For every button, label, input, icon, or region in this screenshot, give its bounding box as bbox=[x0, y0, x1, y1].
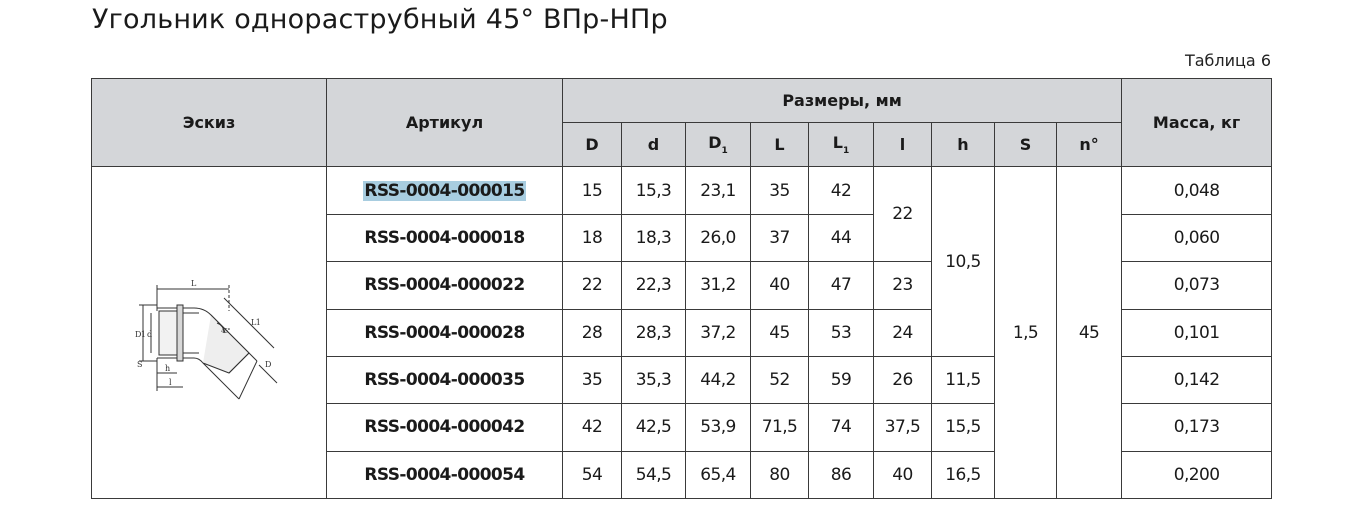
cell-D: 18 bbox=[563, 214, 622, 261]
article-cell[interactable] bbox=[327, 167, 563, 214]
cell-L: 37 bbox=[751, 214, 809, 261]
header-col-D1: $D_1$ bbox=[686, 122, 751, 167]
svg-text:S: S bbox=[137, 359, 142, 369]
cell-L1: 42 bbox=[809, 167, 874, 214]
article-cell[interactable]: RSS-0004-000054 bbox=[327, 451, 563, 498]
cell-mass: 0,048 bbox=[1122, 167, 1272, 214]
article-cell[interactable]: RSS-0004-000028 bbox=[327, 309, 563, 356]
cell-S-merged: 1,5 bbox=[995, 167, 1057, 499]
header-article: Артикул bbox=[327, 79, 563, 167]
cell-mass: 0,173 bbox=[1122, 404, 1272, 451]
cell-l-merged: 22 bbox=[874, 167, 932, 262]
article-highlighted[interactable]: RSS-0004-000015 bbox=[364, 180, 525, 201]
cell-D1: 23,1 bbox=[686, 167, 751, 214]
cell-D: 28 bbox=[563, 309, 622, 356]
cell-d: 15,3 bbox=[622, 167, 686, 214]
cell-l: 37,5 bbox=[874, 404, 932, 451]
cell-D: 15 bbox=[563, 167, 622, 214]
cell-D: 35 bbox=[563, 356, 622, 403]
cell-d: 22,3 bbox=[622, 262, 686, 309]
header-dimensions: Размеры, мм bbox=[563, 79, 1122, 123]
cell-d: 18,3 bbox=[622, 214, 686, 261]
cell-L: 45 bbox=[751, 309, 809, 356]
header-col-S: S bbox=[995, 122, 1057, 167]
cell-d: 35,3 bbox=[622, 356, 686, 403]
cell-D1: 53,9 bbox=[686, 404, 751, 451]
header-col-n: n° bbox=[1057, 122, 1122, 167]
article-cell[interactable]: RSS-0004-000022 bbox=[327, 262, 563, 309]
cell-h-merged: 10,5 bbox=[932, 167, 995, 356]
svg-text:L: L bbox=[191, 278, 196, 288]
svg-text:D: D bbox=[265, 359, 271, 369]
cell-L1: 44 bbox=[809, 214, 874, 261]
cell-L: 71,5 bbox=[751, 404, 809, 451]
spec-table bbox=[91, 78, 1272, 499]
cell-D1: 31,2 bbox=[686, 262, 751, 309]
article-cell[interactable]: RSS-0004-000042 bbox=[327, 404, 563, 451]
header-mass: Масса, кг bbox=[1122, 79, 1272, 167]
table-caption: Таблица 6 bbox=[1184, 51, 1271, 70]
cell-D1: 44,2 bbox=[686, 356, 751, 403]
cell-L1: 74 bbox=[809, 404, 874, 451]
cell-l: 23 bbox=[874, 262, 932, 309]
article-cell[interactable]: RSS-0004-000035 bbox=[327, 356, 563, 403]
cell-D: 54 bbox=[563, 451, 622, 498]
cell-L1: 47 bbox=[809, 262, 874, 309]
svg-text:D1: D1 bbox=[135, 329, 146, 339]
svg-text:d: d bbox=[147, 329, 152, 339]
cell-L: 40 bbox=[751, 262, 809, 309]
cell-mass: 0,073 bbox=[1122, 262, 1272, 309]
header-col-L1: $L_1$ bbox=[809, 122, 874, 167]
svg-text:h: h bbox=[165, 363, 170, 373]
article-cell[interactable]: RSS-0004-000018 bbox=[327, 214, 563, 261]
svg-text:L1: L1 bbox=[251, 317, 261, 327]
cell-D: 22 bbox=[563, 262, 622, 309]
cell-h: 16,5 bbox=[932, 451, 995, 498]
cell-mass: 0,200 bbox=[1122, 451, 1272, 498]
cell-D1: 26,0 bbox=[686, 214, 751, 261]
cell-D1: 37,2 bbox=[686, 309, 751, 356]
svg-text:45°: 45° bbox=[221, 327, 230, 335]
cell-n-merged: 45 bbox=[1057, 167, 1122, 499]
cell-L1: 53 bbox=[809, 309, 874, 356]
cell-mass: 0,142 bbox=[1122, 356, 1272, 403]
header-col-h: h bbox=[932, 122, 995, 167]
cell-D: 42 bbox=[563, 404, 622, 451]
cell-l: 26 bbox=[874, 356, 932, 403]
header-col-d: d bbox=[622, 122, 686, 167]
cell-D1: 65,4 bbox=[686, 451, 751, 498]
cell-L: 35 bbox=[751, 167, 809, 214]
cell-d: 42,5 bbox=[622, 404, 686, 451]
cell-h: 15,5 bbox=[932, 404, 995, 451]
page-title: Угольник однораструбный 45° ВПр-НПр bbox=[92, 4, 668, 35]
cell-L1: 86 bbox=[809, 451, 874, 498]
cell-d: 54,5 bbox=[622, 451, 686, 498]
elbow-diagram-icon bbox=[99, 253, 319, 413]
cell-L: 52 bbox=[751, 356, 809, 403]
cell-l: 24 bbox=[874, 309, 932, 356]
fitting-sketch bbox=[92, 167, 327, 499]
header-col-L: L bbox=[751, 122, 809, 167]
cell-d: 28,3 bbox=[622, 309, 686, 356]
cell-L1: 59 bbox=[809, 356, 874, 403]
cell-mass: 0,101 bbox=[1122, 309, 1272, 356]
header-col-l: l bbox=[874, 122, 932, 167]
svg-text:l: l bbox=[169, 377, 171, 387]
cell-L: 80 bbox=[751, 451, 809, 498]
cell-mass: 0,060 bbox=[1122, 214, 1272, 261]
header-col-D: D bbox=[563, 122, 622, 167]
header-sketch: Эскиз bbox=[92, 79, 327, 167]
cell-h: 11,5 bbox=[932, 356, 995, 403]
table-row bbox=[92, 167, 1272, 214]
cell-l: 40 bbox=[874, 451, 932, 498]
